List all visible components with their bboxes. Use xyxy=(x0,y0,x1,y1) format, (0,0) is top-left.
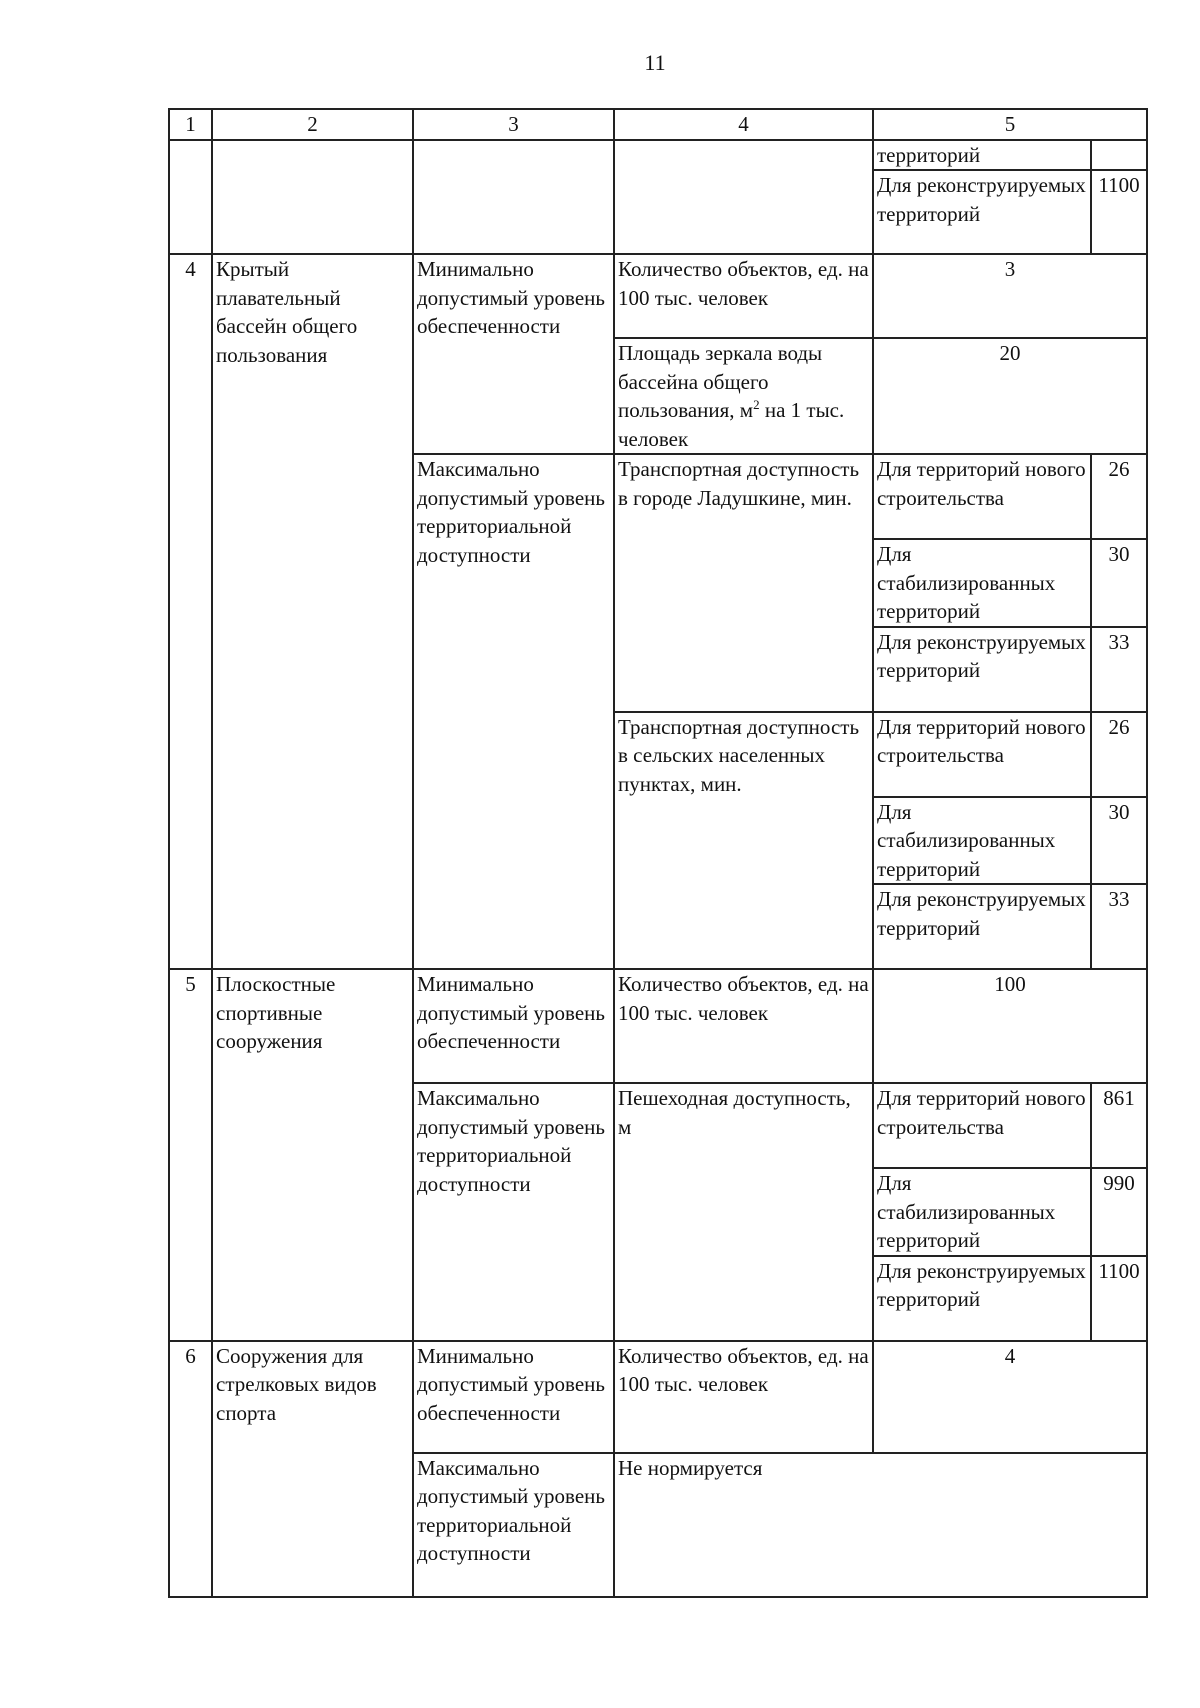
territory-label: Для территорий нового строительства xyxy=(873,454,1091,539)
facility-name: Плоскостные спортивные сооружения xyxy=(212,969,413,1341)
norms-table xyxy=(168,108,1148,1598)
indicator-label xyxy=(614,338,873,454)
facility-name: Крытый плавательный бассейн общего пользования xyxy=(212,254,413,969)
row-number: 4 xyxy=(169,254,212,969)
cont-num-cell xyxy=(169,140,212,255)
territory-value: 990 xyxy=(1091,1168,1147,1256)
min-level-label: Минимально допустимый уровень обеспеченности xyxy=(413,1341,614,1453)
facility-name: Сооружения для стрелковых видов спорта xyxy=(212,1341,413,1597)
indicator-value: 4 xyxy=(873,1341,1147,1453)
header-col-2: 2 xyxy=(212,109,413,140)
max-level-label: Максимально допустимый уровень территориальной доступности xyxy=(413,454,614,969)
territory-value: 30 xyxy=(1091,797,1147,885)
indicator-value: 3 xyxy=(873,254,1147,338)
territory-label: Для территорий нового строительства xyxy=(873,1083,1091,1168)
indicator-label: Количество объектов, ед. на 100 тыс. человек xyxy=(614,969,873,1083)
header-col-4: 4 xyxy=(614,109,873,140)
cont-label-a: территорий xyxy=(873,140,1091,171)
cont-name-cell xyxy=(212,140,413,255)
min-level-label: Минимально допустимый уровень обеспеченности xyxy=(413,254,614,454)
table-row xyxy=(169,1341,1147,1453)
cont-indicator-cell xyxy=(614,140,873,255)
indicator-label: Пешеходная доступность, м xyxy=(614,1083,873,1341)
territory-label: Для стабилизированных территорий xyxy=(873,1168,1091,1256)
indicator-value: 100 xyxy=(873,969,1147,1083)
header-col-5: 5 xyxy=(873,109,1147,140)
area-label-tail: на 1 тыс. человек xyxy=(618,398,845,451)
territory-label: Для реконструируемых территорий xyxy=(873,884,1091,969)
cont-value-a xyxy=(1091,140,1147,171)
territory-label: Для реконструируемых территорий xyxy=(873,627,1091,712)
territory-label: Для территорий нового строительства xyxy=(873,712,1091,797)
territory-value: 26 xyxy=(1091,712,1147,797)
indicator-label: Транспортная доступность в сельских населенных пунктах, мин. xyxy=(614,712,873,970)
area-label-sup: 2 xyxy=(753,397,760,412)
territory-label: Для реконструируемых территорий xyxy=(873,1256,1091,1341)
area-label-text: Площадь зеркала воды бассейна общего пользования, м xyxy=(618,341,823,422)
min-level-label: Минимально допустимый уровень обеспеченности xyxy=(413,969,614,1083)
max-level-label: Максимально допустимый уровень территориальной доступности xyxy=(413,1083,614,1341)
territory-value: 1100 xyxy=(1091,1256,1147,1341)
indicator-label: Количество объектов, ед. на 100 тыс. человек xyxy=(614,1341,873,1453)
cont-value-b: 1100 xyxy=(1091,170,1147,254)
territory-value: 861 xyxy=(1091,1083,1147,1168)
cont-label-b: Для реконструируемых территорий xyxy=(873,170,1091,254)
page-number: 11 xyxy=(644,50,666,75)
header-col-3: 3 xyxy=(413,109,614,140)
indicator-value: 20 xyxy=(873,338,1147,454)
row-number: 6 xyxy=(169,1341,212,1597)
table-row xyxy=(169,969,1147,1083)
territory-value: 33 xyxy=(1091,884,1147,969)
indicator-label: Транспортная доступность в городе Ладушкине, мин. xyxy=(614,454,873,712)
row-number: 5 xyxy=(169,969,212,1341)
table-row xyxy=(169,140,1147,171)
territory-label: Для стабилизированных территорий xyxy=(873,797,1091,885)
table-row xyxy=(169,254,1147,338)
indicator-label: Количество объектов, ед. на 100 тыс. человек xyxy=(614,254,873,338)
max-level-label: Максимально допустимый уровень территориальной доступности xyxy=(413,1453,614,1597)
territory-value: 30 xyxy=(1091,539,1147,627)
table-header-row xyxy=(169,109,1147,140)
territory-label: Для стабилизированных территорий xyxy=(873,539,1091,627)
territory-value: 33 xyxy=(1091,627,1147,712)
indicator-value: Не нормируется xyxy=(614,1453,1147,1597)
header-col-1: 1 xyxy=(169,109,212,140)
cont-level-cell xyxy=(413,140,614,255)
territory-value: 26 xyxy=(1091,454,1147,539)
